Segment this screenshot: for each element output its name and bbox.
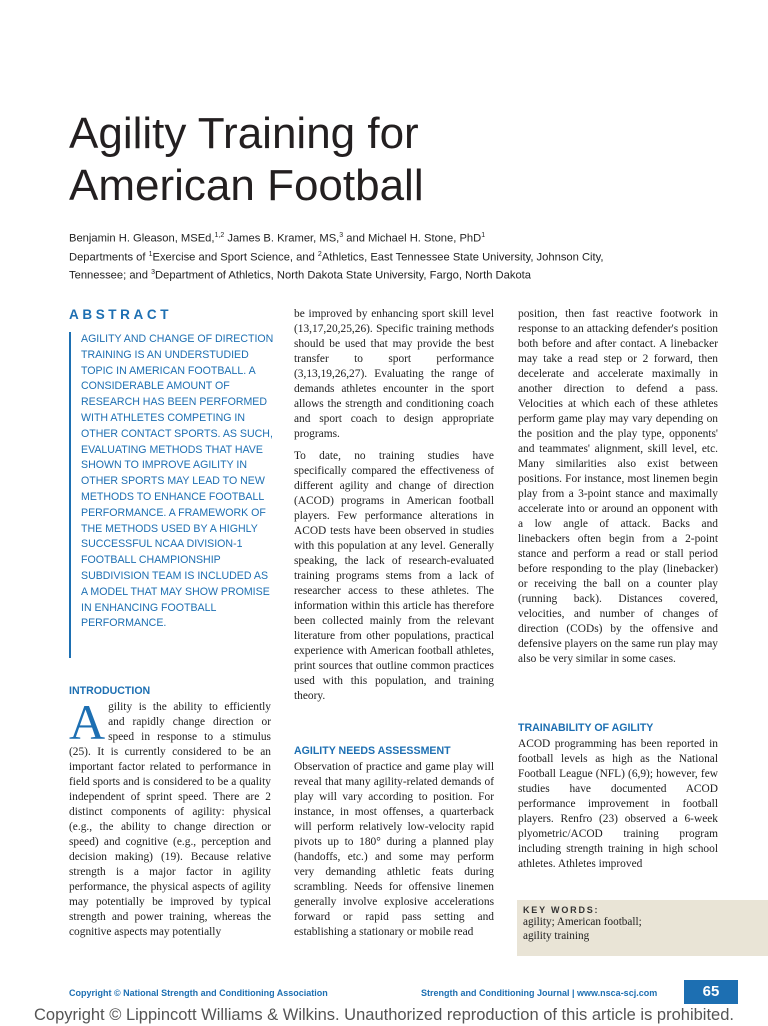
introduction-heading: INTRODUCTION bbox=[69, 685, 151, 697]
affiliation-line: Tennessee; and $^3$Department of Athletics, North Dakota State University, Fargo, North Dakota bbox=[69, 269, 531, 283]
reproduction-notice: Copyright © Lippincott Williams & Wilkins. Unauthorized reproduction of this article is prohibited. bbox=[34, 1006, 734, 1024]
keywords-box bbox=[517, 900, 768, 956]
author-block bbox=[69, 228, 729, 284]
introduction-text: Agility is the ability to efficiently and rapidly change direction or speed in response to a stimulus (25). It is currently considered to be an important factor related to performance in field sports and is considered to be a quality independent of sprint speed. There are 2 distinct components of agility: physical (e.g., the ability to change direction or speed) and cognitive (e.g., perception and decision making) (19). Because relative strength is a major factor in agility performance, the physical aspects of agility may potentially be improved by typical strength and power training, whereas the cognitive aspects may potentially bbox=[69, 700, 271, 938]
paragraph: Observation of practice and game play will reveal that many agility-related demands of play will vary according to position. For instance, in most offenses, a quarterback will perform relatively low-velocity rapid pivots up to 180° during a planned play (handoffs, etc.) and some may perform very demanding athletic feats during scrambling. Needs for offensive linemen generally involve explosive accelerations forward or rapid pass setting and establishing a stationary or mobile read bbox=[294, 761, 494, 938]
affiliation-line: Departments of $^1$Exercise and Sport Science, and $^2$Athletics, East Tennessee State University, Johnson City, bbox=[69, 250, 604, 264]
column-3-text bbox=[518, 307, 718, 699]
footer-journal: Strength and Conditioning Journal | www.nsca-scj.com bbox=[421, 988, 658, 998]
keywords-heading: KEY WORDS: bbox=[523, 905, 600, 915]
agility-needs-heading: AGILITY NEEDS ASSESSMENT bbox=[294, 745, 451, 757]
page-number: 65 bbox=[684, 980, 738, 1004]
dropcap: A bbox=[69, 700, 106, 750]
keywords-text: agility; American football; agility training bbox=[523, 916, 642, 942]
author-line: Benjamin H. Gleason, MSEd,$^{1,2}$ James B. Kramer, MS,$^3$ and Michael H. Stone, PhD$^1$ bbox=[69, 232, 486, 245]
paragraph: position, then fast reactive footwork in response to an attacking defender's position both before and after contact. A linebacker may take a read step or 2 forward, then decelerate and accelerate maximally in another direction to defend a pass. Velocities at which each of these athletes perform game play may vary depending on the position and the play type, opponents' and teammates' alignment, skill level, etc. Many similarities also exist between positions. For instance, most linemen begin play from a 3-point stance and maximally accelerate into or around an opponent with a low angle of attack. Backs and linebackers often begin from a 2-point stance and perform a read or stall period before responding to the play (linebacker) or receiving the ball on a counter play (running back). Distances covered, velocities, and number of changes of direction (CODs) by the offensive and defensive players on the same run play may also be very similar in some cases. bbox=[518, 308, 718, 665]
abstract-text: AGILITY AND CHANGE OF DIRECTION TRAINING IS AN UNDERSTUDIED TOPIC IN AMERICAN FOOTBALL. A CONSIDERABLE AMOUNT OF RESEARCH HAS BEEN PERFORMED WITH ATHLETES COMPETING IN OTHER CONTACT SPORTS. AS SUCH, EVALUATING METHODS THAT HAVE SHOWN TO IMPROVE AGILITY IN OTHER SPORTS MAY LEAD TO NEW METHODS TO ENHANCE FOOTBALL PERFORMANCE. A FRAMEWORK OF THE METHODS USED BY A HIGHLY SUCCESSFUL NCAA DIVISION-1 FOOTBALL CHAMPIONSHIP SUBDIVISION TEAM IS INCLUDED AS A MODEL THAT MAY SHOW PROMISE IN ENHANCING FOOTBALL PERFORMANCE. bbox=[69, 332, 275, 658]
paragraph: To date, no training studies have specifically compared the effectiveness of different agility and change of direction (ACOD) programs in American football players. Few performance alterations in ACOD tests have been observed in studies with this population at any level. Generally speaking, the lack of research-evaluated training programs stems from a lack of researcher access to these athletes. The information within this article has therefore been collected mainly from the relevant literature from other populations, practical experience with American football athletes, print sources that outline common practices used with this population, and training theory. bbox=[294, 450, 494, 702]
column-2-text-lower bbox=[294, 760, 494, 958]
column-3-text-lower bbox=[518, 737, 718, 889]
trainability-heading: TRAINABILITY OF AGILITY bbox=[518, 722, 654, 734]
paragraph: ACOD programming has been reported in football levels as high as the National Football League (NFL) (6,9); however, few studies have documented ACOD performance improvement in football players. Renfro (23) observed a 6-week plyometric/ACOD training program including strength training in high school athletes. Athletes improved bbox=[518, 738, 718, 870]
title-line: American Football bbox=[69, 161, 424, 210]
paragraph: be improved by enhancing sport skill level (13,17,20,25,26). Specific training methods should be used that may provide the best transfer to sport performance (3,13,19,26,27). Evaluating the range of demands athletes encounter in the sport allows the strength and conditioning coach and sport coach to design appropriate programs. bbox=[294, 308, 494, 440]
title-line: Agility Training for bbox=[69, 109, 419, 158]
footer-copyright: Copyright © National Strength and Conditioning Association bbox=[69, 988, 328, 998]
abstract-heading: ABSTRACT bbox=[69, 307, 173, 322]
column-2-text bbox=[294, 307, 494, 735]
article-title bbox=[69, 108, 709, 212]
